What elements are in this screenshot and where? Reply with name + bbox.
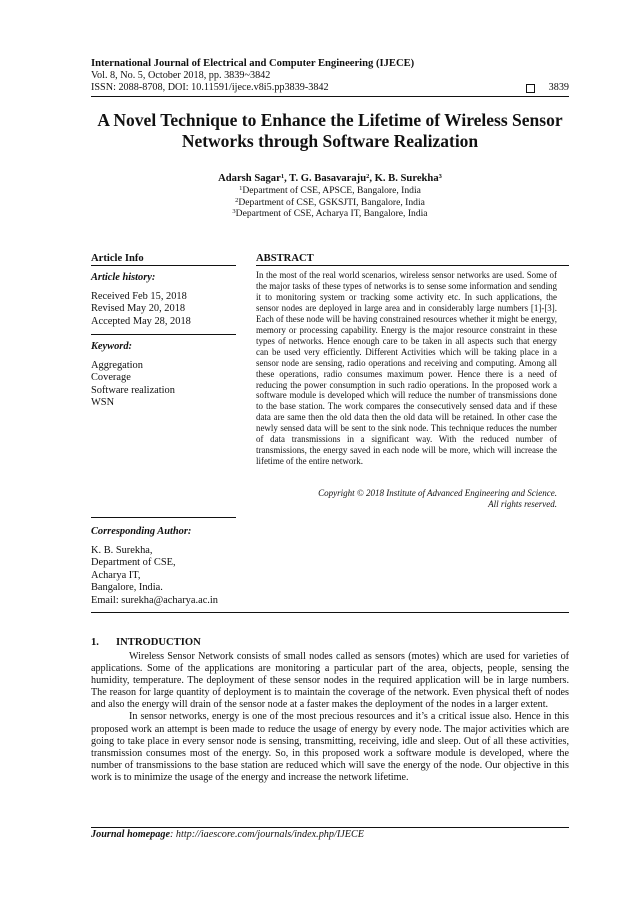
abstract-heading: ABSTRACT (256, 253, 314, 264)
header-divider (91, 96, 569, 97)
footer-divider (91, 827, 569, 828)
copyright-line: All rights reserved. (488, 499, 557, 509)
keyword-section (91, 341, 236, 410)
corresponding-line: K. B. Surekha, (91, 544, 153, 556)
article-history-heading: Article history: (91, 272, 156, 283)
abstract-rule (256, 265, 569, 266)
affiliation-text: Department of CSE, Acharya IT, Bangalore, India (235, 208, 428, 219)
article-history (91, 272, 236, 328)
corresponding-line: Acharya IT, (91, 569, 141, 581)
affiliation-mark: 1 (239, 185, 243, 192)
footer-colon: : (169, 829, 176, 840)
corresponding-line: Bangalore, India. (91, 582, 163, 593)
affiliation-mark: 3 (232, 208, 236, 215)
affiliation-item (91, 208, 569, 220)
article-info-title: Article Info (91, 253, 144, 264)
introduction-body (91, 651, 569, 784)
page-number: 3839 (548, 82, 569, 93)
article-info-rule (91, 265, 236, 266)
corresponding-email: Email: surekha@acharya.ac.in (91, 594, 218, 606)
history-rule (91, 334, 236, 335)
history-revised: Revised May 20, 2018 (91, 303, 186, 314)
keyword-heading: Keyword: (91, 341, 132, 352)
corresponding-rule (91, 517, 236, 518)
corresponding-heading: Corresponding Author: (91, 526, 192, 537)
section-heading-introduction (91, 637, 201, 648)
affiliation-item (91, 197, 569, 209)
journal-header (91, 58, 569, 94)
paper-title (70, 110, 590, 152)
journal-volume: Vol. 8, No. 5, October 2018, pp. 3839~3842 (91, 70, 271, 81)
paper-title-line1: A Novel Technique to Enhance the Lifetime of Wireless Sensor (97, 110, 563, 130)
abstract-text: In the most of the real world scenarios, wireless sensor networks are used. Some of the major tasks of these types of networks is to sense some information and sending it to monitoring system or tracking some activity etc. In such applications, the sensor nodes are deployed in large area and in considerably large numbers [1]-[3]. Each of these node will be having constrained resources whether it might be energy, memory or processing capability. Energy is the major resource constraint in these types of networks. Hence enough care to be taken in all aspects such that energy can be used very efficiently. Different Activities which will be taking place in a sensor node are sensing, radio operations and receiving and computing. Among all these operations, radio consumes maximum power. Hence there is a need of reducing the power consumption in such radio operations. In the proposed work a software module is developed which will reduce the number of transmissions done to the base station. The work compares the consecutively sensed data and if these data are same then the old data then the old data will be retained. In other case the newly sensed data will be sent to the sink node. This technique reduces the number of data transmissions in a significant way. With the reduced number of transmissions, the energy saved in each node will be more, which will increase the lifetime of the entire network. (256, 270, 557, 467)
affiliation-item (91, 185, 569, 197)
author-separator: , (369, 173, 375, 184)
copyright-notice (256, 488, 557, 510)
history-accepted: Accepted May 28, 2018 (91, 315, 191, 327)
keyword-item: Software realization (91, 384, 175, 396)
keyword-item: Aggregation (91, 359, 143, 371)
copyright-line: Copyright © 2018 Institute of Advanced Engineering and Science. (318, 488, 557, 498)
section-title: INTRODUCTION (116, 637, 201, 648)
affiliation-text: Department of CSE, GSKSJTI, Bangalore, India (238, 196, 425, 208)
introduction-paragraph: In sensor networks, energy is one of the most precious resources and it’s a critical issue also. Hence in this proposed work an attempt is been made to reduce the usage of energy by every node. The major activities which are going to take place in every sensor node is sensing, transmitting, receiving, idle and sleep. Out of all these activities, transmission consumes most of the energy. So, in this proposed work a software module is developed, where the number of transmissions to the base station are reduced which will save the energy of the node. Our objective in this work is to minimize the usage of the energy and increase the network lifetime. (91, 711, 569, 783)
author-separator: , (284, 173, 290, 184)
paper-title-line2: Networks through Software Realization (181, 131, 479, 151)
author-name: Adarsh Sagar (218, 173, 281, 184)
keyword-item: WSN (91, 397, 115, 408)
footer-label: Journal homepage (91, 829, 170, 840)
introduction-paragraph: Wireless Sensor Network consists of small nodes called as sensors (motes) which are used for varieties of applications. Some of the applications are monitoring a particular part of the area, objects, people, sensing the humidity, temperature. The deployment of these sensor nodes in the required application will be in large numbers. The reason for large quantity of deployment is to maintain the coverage of the network. Even physical theft of nodes and also the energy will drain of the sensor node at a faster makes the deployment of the nodes in a larger extent. (91, 651, 569, 711)
journal-issn: ISSN: 2088-8708, DOI: 10.11591/ijece.v8i5.pp3839-3842 (91, 82, 329, 93)
author-affiliation-mark: 2 (366, 173, 370, 180)
affiliation-text: Department of CSE, APSCE, Bangalore, India (242, 185, 421, 196)
journal-homepage-link[interactable]: http://iaescore.com/journals/index.php/IJECE (175, 829, 364, 840)
affiliation-list (91, 185, 569, 220)
author-affiliation-mark: 1 (280, 173, 285, 180)
journal-footer (91, 829, 364, 840)
journal-name: International Journal of Electrical and Computer Engineering (IJECE) (91, 58, 415, 69)
front-matter-bottom-rule (91, 612, 569, 613)
author-list (91, 172, 569, 185)
author-affiliation-mark: 3 (438, 173, 442, 180)
section-number: 1. (91, 637, 99, 648)
corresponding-line: Department of CSE, (91, 557, 176, 568)
affiliation-mark: 2 (235, 196, 239, 204)
history-received: Received Feb 15, 2018 (91, 290, 187, 302)
keyword-item: Coverage (91, 372, 131, 383)
author-name: T. G. Basavaraju (289, 173, 367, 184)
article-info-heading (91, 253, 236, 266)
square-box-icon (526, 84, 535, 93)
author-name: K. B. Surekha (374, 173, 439, 184)
corresponding-author (91, 526, 236, 607)
